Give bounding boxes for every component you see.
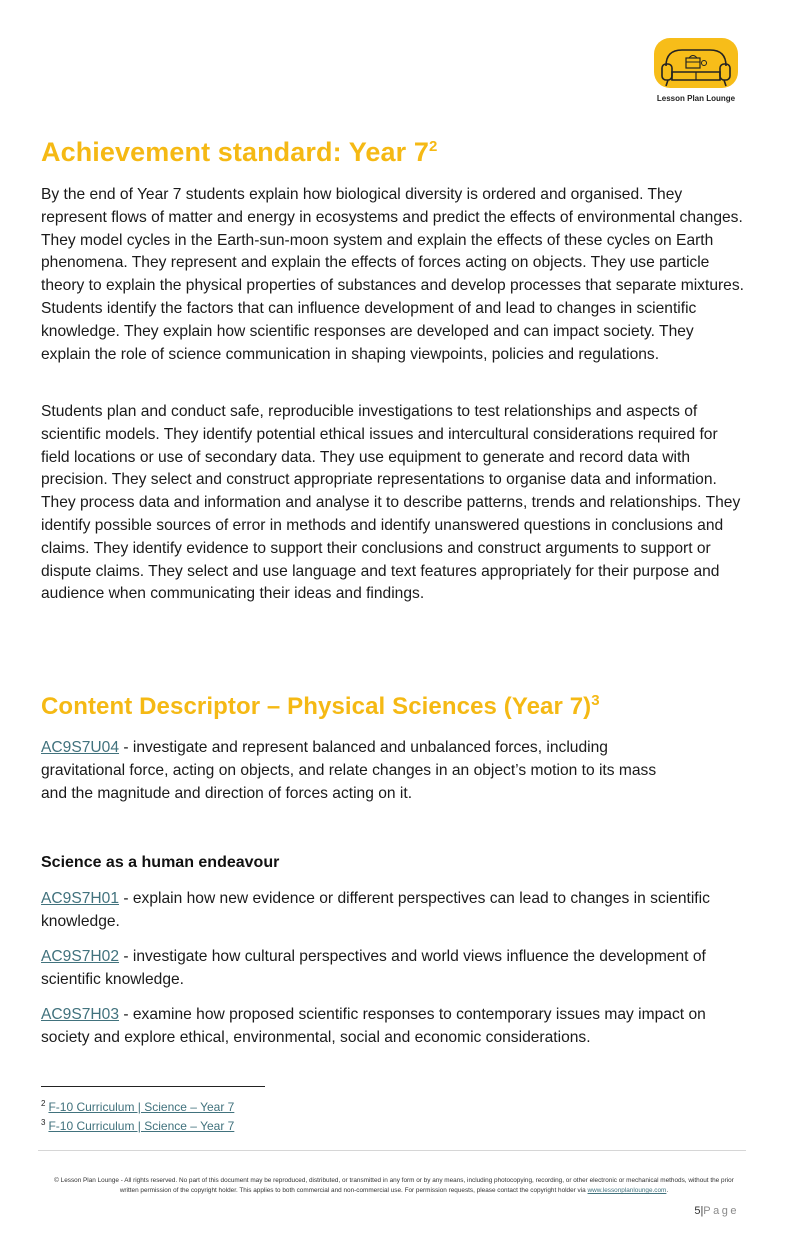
endeavour-text-1: - explain how new evidence or different perspectives can lead to changes in scientific knowledge.: [41, 890, 710, 930]
descriptor-text: - investigate and represent balanced and unbalanced forces, including gravitational force, acting on objects, and relate changes in an object’s motion to its mass and the magnitude and direction of forces acting on it.: [41, 739, 657, 802]
footnote-2-link[interactable]: F-10 Curriculum | Science – Year 7: [48, 1100, 235, 1114]
endeavour-code-link-1[interactable]: AC9S7H01: [41, 890, 120, 907]
brand-logo: [648, 36, 744, 108]
website-link[interactable]: www.lessonplanlounge.com: [587, 1187, 667, 1194]
footnote-2-number: 2: [41, 1099, 46, 1108]
page-number: [694, 1205, 739, 1217]
copyright-text: © Lesson Plan Lounge - All rights reserved. No part of this document may be reproduced, distributed, or transmitted in any form or by any means, including photocopying, recording, or other electronic or mechanical methods, without the prior written permission of the copyright holder. This applies to both commercial and non-commercial use. For permission requests, please contact the copyright holder via: [54, 1177, 734, 1194]
sofa-logo-icon: [652, 36, 740, 92]
copyright-end: .: [666, 1187, 669, 1194]
endeavour-item-3: [41, 1004, 747, 1050]
achievement-standard-title: Achievement standard: Year 7: [41, 137, 429, 167]
endeavour-code-link-2[interactable]: AC9S7H02: [41, 948, 120, 965]
human-endeavour-heading: Science as a human endeavour: [41, 854, 280, 871]
footnote-ref-3[interactable]: 3: [591, 692, 600, 709]
copyright-notice: [44, 1176, 744, 1196]
page-number-value: 5: [694, 1205, 701, 1217]
achievement-standard-heading: [41, 137, 437, 168]
footnote-3-link[interactable]: F-10 Curriculum | Science – Year 7: [48, 1119, 235, 1133]
endeavour-item-2: [41, 946, 747, 992]
endeavour-item-1: [41, 888, 747, 934]
achievement-paragraph-1: By the end of Year 7 students explain how biological diversity is ordered and organised. They represent flows of matter and energy in ecosystems and predict the effects of environmental changes. They model cycles in the Earth-sun-moon system and explain the effects of these cycles on Earth phenomena. They represent and explain the effects of forces acting on objects. They use particle theory to explain the physical properties of substances and develop processes that separate mixtures. Students identify the factors that can influence development of and lead to changes in scientific knowledge. They explain how scientific responses are developed and can impact society. They explain the role of science communication in shaping viewpoints, policies and regulations.: [41, 186, 744, 363]
footnote-3-number: 3: [41, 1118, 46, 1127]
achievement-paragraph-2: Students plan and conduct safe, reproducible investigations to test relationships and aspects of scientific models. They identify potential ethical issues and intercultural considerations required for field locations or use of secondary data. They use equipment to generate and record data with precision. They select and construct appropriate representations to organise data and information. They process data and information and analyse it to describe patterns, trends and relationships. They identify possible sources of error in methods and identify unanswered questions in conclusions and claims. They identify evidence to support their conclusions and construct arguments to support or dispute claims. They select and use language and text features appropriately for their purpose and audience when communicating their ideas and findings.: [41, 403, 741, 603]
content-descriptor-title: Content Descriptor – Physical Sciences (Year 7): [41, 693, 592, 720]
brand-name: Lesson Plan Lounge: [656, 94, 736, 103]
endeavour-text-3: - examine how proposed scientific responses to contemporary issues may impact on society and explore ethical, environmental, social and economic considerations.: [41, 1006, 706, 1046]
footnote-3: [41, 1119, 234, 1133]
footnote-divider: [41, 1086, 265, 1087]
page-word: Page: [703, 1205, 739, 1217]
page-separator: |: [700, 1205, 704, 1217]
footnote-ref-2[interactable]: 2: [428, 138, 438, 155]
content-descriptor-heading: [41, 693, 600, 721]
descriptor-code-link[interactable]: AC9S7U04: [41, 739, 120, 756]
endeavour-code-link-3[interactable]: AC9S7H03: [41, 1006, 120, 1023]
endeavour-text-2: - investigate how cultural perspectives and world views influence the development of scientific knowledge.: [41, 948, 706, 988]
descriptor-item: [41, 737, 681, 805]
footer-divider: [38, 1150, 746, 1151]
footnote-2: [41, 1100, 234, 1114]
